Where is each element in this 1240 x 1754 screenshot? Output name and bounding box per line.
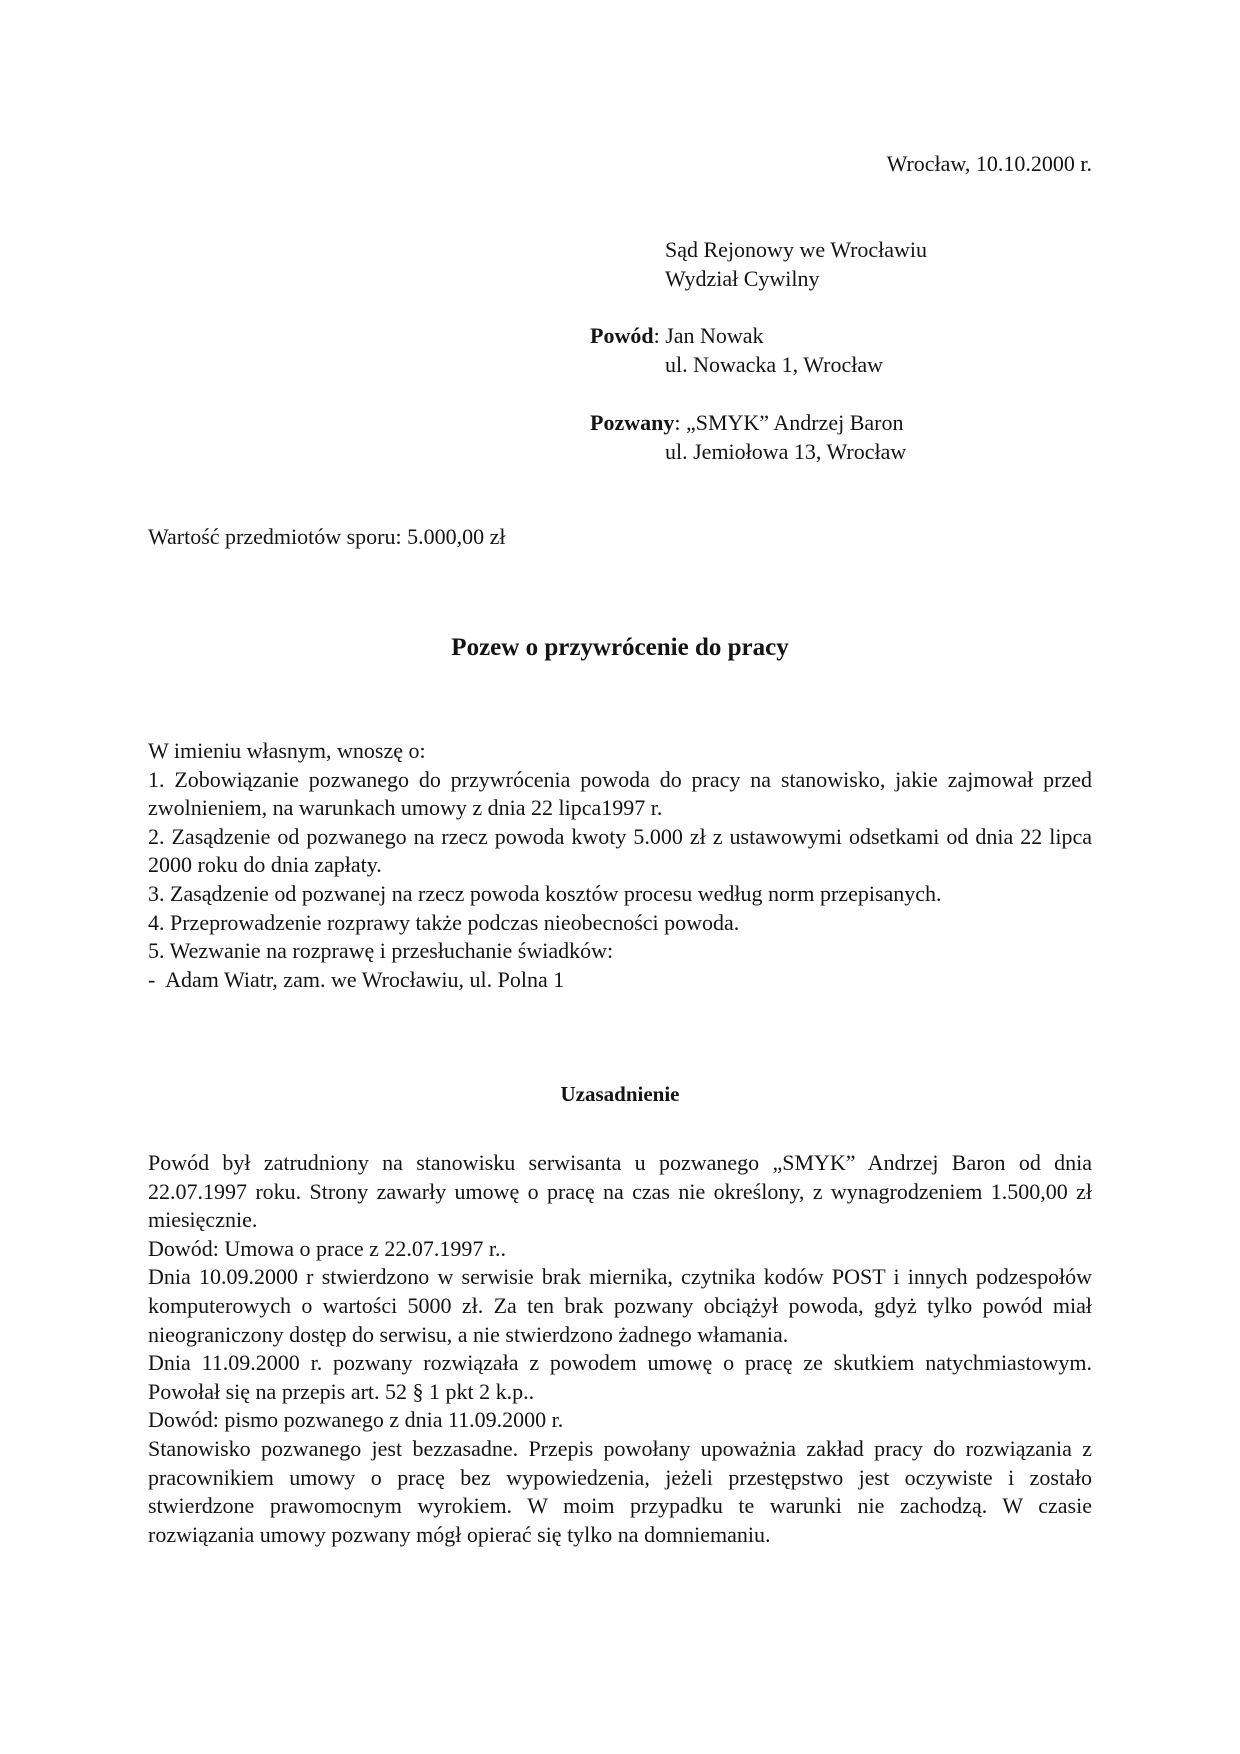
defendant-block: Pozwany: „SMYK” Andrzej Baron ul. Jemiołowa 13, Wrocław [590, 409, 906, 466]
request-item: 2. Zasądzenie od pozwanego na rzecz powoda kwoty 5.000 zł z ustawowymi odsetkami od dnia 22 lipca 2000 roku do dnia zapłaty. [148, 823, 1092, 878]
claim-value: Wartość przedmiotów sporu: 5.000,00 zł [148, 524, 506, 549]
witness-item: - Adam Wiatr, zam. we Wrocławiu, ul. Polna 1 [148, 966, 565, 992]
justification-paragraph: Stanowisko pozwanego jest bezzasadne. Przepis powołany upoważnia zakład pracy do rozwiązania z pracownikiem umowy o pracę bez wypowiedzenia, jeżeli przestępstwo jest oczywiste i zostało stwierdzone prawomocnym wyrokiem. W moim przypadku te warunki nie zachodzą. W czasie rozwiązania umowy pozwany mógł opierać się tylko na domniemaniu. [148, 1435, 1092, 1547]
request-item: 3. Zasądzenie od pozwanej na rzecz powoda kosztów procesu według norm przepisanych. [148, 880, 942, 906]
document-title: Pozew o przywrócenie do pracy [451, 634, 789, 661]
justification-section [148, 1149, 1092, 1549]
requests-section [148, 737, 1092, 994]
plaintiff-name: Jan Nowak [665, 323, 764, 348]
court-division: Wydział Cywilny [665, 265, 820, 291]
requests-list [148, 766, 1092, 995]
plaintiff-address: ul. Nowacka 1, Wrocław [665, 351, 884, 377]
request-item: 4. Przeprowadzenie rozprawy także podczas nieobecności powoda. [148, 909, 740, 935]
court-block [665, 236, 927, 293]
evidence-line: Dowód: Umowa o prace z 22.07.1997 r.. [148, 1235, 507, 1261]
requests-intro: W imieniu własnym, wnoszę o: [148, 738, 426, 763]
defendant-name: „SMYK” Andrzej Baron [685, 410, 904, 435]
place-date: Wrocław, 10.10.2000 r. [886, 151, 1092, 176]
court-name: Sąd Rejonowy we Wrocławiu [665, 237, 928, 262]
request-item: 5. Wezwanie na rozprawę i przesłuchanie świadków: [148, 938, 614, 964]
defendant-address: ul. Jemiołowa 13, Wrocław [665, 438, 907, 464]
justification-paragraph: Dnia 10.09.2000 r stwierdzono w serwisie brak miernika, czytnika kodów POST i innych podzespołów komputerowych o wartości 5000 zł. Za ten brak pozwany obciążył powoda, gdyż tylko powód miał nieograniczony dostęp do serwisu, a nie stwierdzono żadnego włamania. [148, 1264, 1092, 1347]
request-item: 1. Zobowiązanie pozwanego do przywrócenia powoda do pracy na stanowisko, jakie zajmował przed zwolnieniem, na warunkach umowy z dnia 22 lipca1997 r. [148, 766, 1092, 821]
plaintiff-label: Powód [590, 323, 654, 348]
justification-paragraph: Powód był zatrudniony na stanowisku serwisanta u pozwanego „SMYK” Andrzej Baron od dnia 22.07.1997 roku. Strony zawarły umowę o pracę na czas nie określony, z wynagrodzeniem 1.500,00 zł miesięcznie. [148, 1150, 1092, 1233]
justification-heading: Uzasadnienie [560, 1082, 680, 1106]
plaintiff-block: Powód: Jan Nowak ul. Nowacka 1, Wrocław [590, 322, 883, 379]
justification-paragraph: Dnia 11.09.2000 r. pozwany rozwiązała z powodem umowę o pracę ze skutkiem natychmiastowym. Powołał się na przepis art. 52 § 1 pkt 2 k.p.. [148, 1350, 1092, 1404]
evidence-line: Dowód: pismo pozwanego z dnia 11.09.2000 r. [148, 1407, 564, 1433]
defendant-label: Pozwany [590, 410, 675, 435]
